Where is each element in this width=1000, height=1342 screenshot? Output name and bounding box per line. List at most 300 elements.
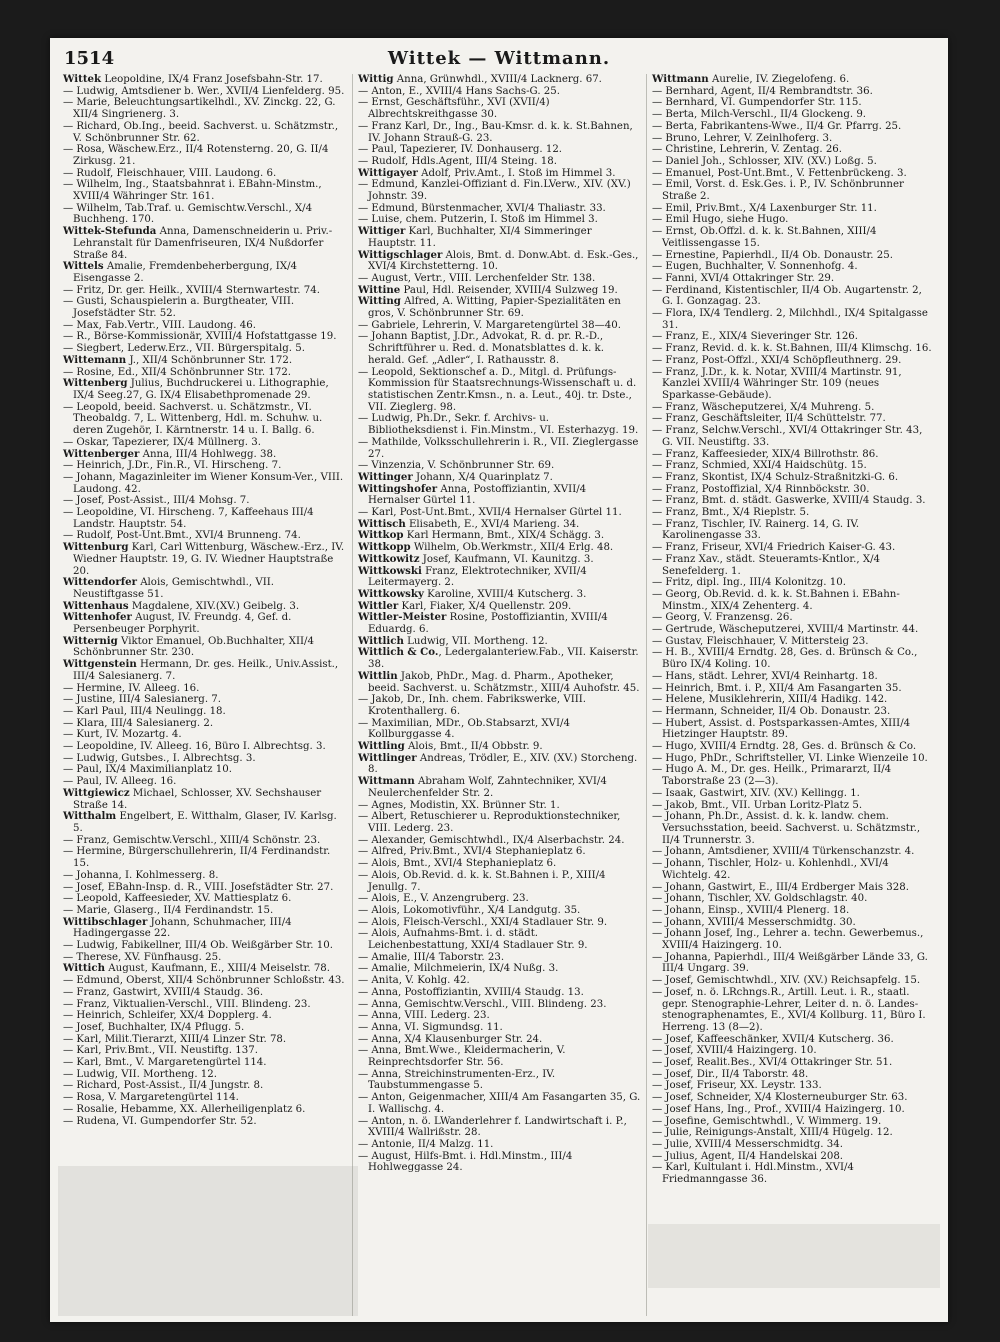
directory-entry	[63, 320, 347, 332]
entry-text: — Josef, XVIII/4 Haizingerg. 10.	[651, 1045, 817, 1057]
entry-text: — Franz Xav., städt. Steueramts-Kntlor., X/4 Senefelderg. 1.	[651, 553, 880, 577]
directory-entry	[358, 413, 641, 436]
entry-text: — Franz, Tischler, IV. Rainerg. 14, G. IV. Karolinengasse 33.	[651, 518, 860, 542]
entry-surname: Wittenberg	[63, 377, 128, 390]
directory-entry	[63, 1045, 347, 1057]
directory-entry	[358, 1069, 641, 1092]
entry-text: — Ludwig, Ph.Dr., Sekr. f. Archivs- u. Bibliotheksdienst i. Fin.Minstm., VI. Esterhazyg. 19.	[357, 413, 639, 437]
directory-entry	[63, 963, 347, 975]
directory-entry	[652, 1057, 935, 1069]
directory-entry	[652, 402, 935, 414]
directory-entry	[63, 999, 347, 1011]
entry-text: — Leopold, Kaffeesieder, XV. Mattiesplatz 6.	[63, 893, 292, 905]
entry-text: Johann, X/4 Quarinplatz 7.	[412, 471, 553, 483]
entry-text: — Gustav, Fleischhauer, V. Mittersteig 23.	[651, 635, 869, 647]
entry-text: Jakob, PhDr., Mag. d. Pharm., Apotheker, beeid. Sachverst. u. Schätzmstr., XIII/4 Auhofstr. 45.	[367, 670, 640, 694]
entry-text: Alois, Bmt., II/4 Obbstr. 9.	[404, 741, 543, 753]
entry-text: — Heinrich, Bmt. i. P., XII/4 Am Fasangarten 35.	[651, 682, 902, 694]
entry-text: J., XII/4 Schönbrunner Str. 172.	[126, 354, 293, 366]
entry-text: — Richard, Post-Assist., II/4 Jungstr. 8.	[63, 1080, 264, 1092]
entry-text: — Edmund, Kanzlei-Offiziant d. Fin.LVerw., XIV. (XV.) Johnstr. 39.	[357, 179, 631, 203]
directory-entry	[358, 1022, 641, 1034]
directory-entry	[63, 1092, 347, 1104]
directory-entry	[358, 484, 641, 507]
entry-text: — Johann, Ph.Dr., Assist. d. k. k. landw. chem. Versuchsstation, beeid. Sachverst. u. Schätzmstr., II/4 Trunnerstr. 3.	[651, 811, 921, 846]
directory-entry	[63, 987, 347, 999]
directory-entry	[63, 893, 347, 905]
entry-text: Michael, Schlosser, XV. Sechshauser Straße 14.	[73, 787, 322, 811]
entry-text: — Max, Fab.Vertr., VIII. Laudong. 46.	[63, 319, 256, 331]
directory-entry	[63, 1104, 347, 1116]
directory-entry	[63, 706, 347, 718]
entry-text: Magdalene, XIV.(XV.) Geibelg. 3.	[128, 600, 300, 612]
entry-text: Wilhelm, Ob.Werkmstr., XII/4 Erlg. 48.	[410, 542, 614, 554]
entry-text: — Jakob, Dr., Inh. chem. Fabrikswerke, VIII. Krotenthallerg. 6.	[357, 694, 587, 717]
entry-text: — Alois, Fleisch-Verschl., XXI/4 Stadlauer Str. 9.	[357, 916, 608, 928]
entry-surname: Wittendorfer	[63, 576, 137, 589]
entry-text: Karl Hermann, Bmt., XIX/4 Schägg. 3.	[403, 530, 605, 542]
entry-text: August, IV. Freundg. 4, Gef. d. Persenbeuger Porphyrit.	[73, 612, 292, 636]
entry-surname: Witternig	[63, 634, 118, 647]
directory-entry	[652, 647, 935, 670]
directory-entry	[358, 987, 641, 999]
directory-entry	[652, 203, 935, 215]
directory-entry	[63, 683, 347, 695]
entry-text: — Karl, Bmt., V. Margaretengürtel 114.	[63, 1057, 267, 1069]
entry-text: — Ludwig, Fabikellner, III/4 Ob. Weißgärber Str. 10.	[63, 940, 333, 952]
columns	[58, 74, 940, 1316]
entry-text: — Gusti, Schauspielerin a. Burgtheater, VIII. Josefstädter Str. 52.	[63, 296, 295, 320]
directory-entry	[63, 1069, 347, 1081]
directory-entry	[652, 706, 935, 718]
entry-text: — Leopoldine, IV. Alleeg. 16, Büro I. Albrechtsg. 3.	[63, 741, 326, 753]
directory-entry	[63, 1057, 347, 1069]
directory-entry	[652, 882, 935, 894]
entry-text: Karl, Buchhalter, XI/4 Simmeringer Hauptstr. 11.	[367, 226, 592, 249]
entry-text: Johann, Schuhmacher, III/4 Hadingergasse 22.	[73, 916, 292, 940]
entry-text: — Emil, Priv.Bmt., X/4 Laxenburger Str. 11.	[651, 202, 877, 214]
entry-text: — Kurt, IV. Mozartg. 4.	[63, 729, 182, 741]
directory-entry	[358, 776, 641, 799]
entry-text: — Johann Josef, Ing., Lehrer a. techn. Gewerbemus., XVIII/4 Haizingerg. 10.	[651, 928, 924, 952]
entry-text: — Georg, Ob.Revid. d. k. k. St.Bahnen i. EBahn-Minstm., XIX/4 Zehenterg. 4.	[651, 588, 900, 612]
entry-text: — Berta, Milch-Verschl., II/4 Glockeng. 9.	[651, 109, 867, 121]
directory-entry	[358, 917, 641, 929]
directory-entry	[652, 718, 935, 741]
entry-text: — Johann, Gastwirt, E., III/4 Erdberger Mais 328.	[651, 881, 909, 893]
entry-text: — Josef, EBahn-Insp. d. R., VIII. Josefstädter Str. 27.	[63, 881, 334, 893]
entry-text: — Ludwig, Amtsdiener b. Wer., XVII/4 Lienfelderg. 95.	[63, 85, 345, 97]
directory-entry	[63, 261, 347, 284]
directory-entry	[63, 472, 347, 495]
directory-entry	[358, 97, 641, 120]
entry-text: — Josef Hans, Ing., Prof., XVIII/4 Haizingerg. 10.	[651, 1103, 905, 1115]
entry-text: — Alois, Lokomotivführ., X/4 Landgutg. 35.	[357, 904, 581, 916]
directory-entry	[358, 437, 641, 460]
entry-text: — Marie, Beleuchtungsartikelhdl., XV. Zinckg. 22, G. XII/4 Singrienerg. 3.	[63, 97, 336, 121]
entry-surname: Wittler-Meister	[357, 611, 447, 624]
directory-entry	[358, 835, 641, 847]
directory-entry	[652, 519, 935, 542]
entry-text: — Jakob, Bmt., VII. Urban Loritz-Platz 5.	[651, 799, 863, 811]
entry-text: — Klara, III/4 Salesianerg. 2.	[63, 717, 214, 729]
directory-entry	[358, 893, 641, 905]
entry-surname: Wittenburg	[63, 541, 129, 554]
directory-entry	[358, 846, 641, 858]
entry-text: Josef, Kaufmann, VI. Kaunitzg. 3.	[419, 553, 594, 565]
entry-text: Karl, Fiaker, X/4 Quellenstr. 209.	[398, 600, 572, 612]
entry-text: Hermann, Dr. ges. Heilk., Univ.Assist., III/4 Salesianerg. 7.	[73, 659, 339, 682]
directory-entry	[63, 718, 347, 730]
entry-text: — Karl, Post-Unt.Bmt., XVII/4 Hernalser Gürtel 11.	[357, 507, 622, 519]
directory-entry	[358, 718, 641, 741]
entry-text: — Franz, Post-Offzl., XXI/4 Schöpfleuthnerg. 29.	[651, 354, 902, 366]
entry-text: — Fritz, dipl. Ing., III/4 Kolonitzg. 10.	[651, 577, 846, 589]
entry-text: — Leopoldine, VI. Hirscheng. 7, Kaffeehaus III/4 Landstr. Hauptstr. 54.	[63, 507, 314, 530]
entry-text: Rosine, Postoffiziantin, XVIII/4 Eduardg. 6.	[367, 612, 608, 636]
entry-text: Viktor Emanuel, Ob.Buchhalter, XII/4 Schönbrunner Str. 230.	[73, 635, 314, 659]
entry-surname: Wittek-Stefunda	[63, 225, 157, 238]
entry-text: — Hubert, Assist. d. Postsparkassen-Amtes, XIII/4 Hietzinger Hauptstr. 89.	[651, 717, 911, 741]
entry-text: — Johann, Amtsdiener, XVIII/4 Türkenschanzstr. 4.	[651, 846, 915, 858]
entry-surname: Wittenhaus	[63, 599, 129, 612]
entry-text: — Alois, E., V. Anzengruberg. 23.	[357, 893, 529, 905]
directory-entry	[358, 121, 641, 144]
directory-entry	[63, 694, 347, 706]
entry-text: — Anna, Postoffiziantin, XVIII/4 Staudg. 13.	[357, 986, 584, 998]
directory-entry	[63, 168, 347, 180]
entry-text: — Alexander, Gemischtwhdl., IX/4 Alserbachstr. 24.	[357, 834, 625, 846]
directory-entry	[358, 694, 641, 717]
entry-text: Andreas, Trödler, E., XIV. (XV.) Storcheng. 8.	[367, 752, 638, 776]
entry-surname: Wittlich & Co.	[357, 646, 439, 659]
entry-surname: Wittingshofer	[357, 482, 438, 495]
entry-text: — Hermann, Schneider, II/4 Ob. Donaustr. 23.	[651, 705, 891, 717]
entry-text: — Oskar, Tapezierer, IX/4 Müllnerg. 3.	[63, 436, 262, 448]
entry-surname: Wittling	[357, 740, 405, 753]
entry-text: — Rudolf, Fleischhauer, VIII. Laudong. 6.	[63, 167, 277, 179]
directory-entry	[652, 542, 935, 554]
entry-text: Aurelie, IV. Ziegelofeng. 6.	[708, 74, 850, 85]
directory-entry	[63, 577, 347, 600]
directory-entry	[358, 1034, 641, 1046]
entry-text: — Ludwig, Gutsbes., I. Albrechtsg. 3.	[63, 752, 256, 764]
entry-text: — Maximilian, MDr., Ob.Stabsarzt, XVI/4 Kollburggasse 4.	[357, 717, 570, 741]
entry-text: — Josef, Post-Assist., III/4 Mohsg. 7.	[63, 495, 250, 507]
directory-entry	[63, 811, 347, 834]
entry-surname: Wittibschlager	[63, 915, 148, 928]
entry-surname: Wittkowsky	[357, 587, 424, 600]
entry-text: — Heinrich, Schleifer, XX/4 Dopplerg. 4.	[63, 1010, 272, 1022]
entry-text: — Hugo, XVIII/4 Erndtg. 28, Ges. d. Brünsch & Co.	[651, 741, 917, 753]
directory-entry	[652, 1162, 935, 1185]
entry-text: — Justine, III/4 Salesianerg. 7.	[63, 694, 222, 706]
directory-entry	[652, 156, 935, 168]
entry-surname: Wittich	[63, 962, 106, 975]
entry-text: — Emanuel, Post-Unt.Bmt., V. Fettenbrückeng. 3.	[651, 167, 907, 179]
entry-text: — Franz Karl, Dr., Ing., Bau-Kmsr. d. k. k. St.Bahnen, IV. Johann Strauß-G. 23.	[357, 120, 633, 144]
entry-text: Abraham Wolf, Zahntechniker, XVI/4 Neulerchenfelder Str. 2.	[367, 776, 607, 799]
entry-text: — Franz, Revid. d. k. k. St.Bahnen, III/4 Klimschg. 16.	[651, 343, 932, 355]
entry-text: — Fanni, XVI/4 Ottakringer Str. 29.	[651, 272, 835, 284]
entry-text: — Karl, Priv.Bmt., VII. Neustiftg. 137.	[63, 1045, 258, 1057]
directory-entry	[652, 109, 935, 121]
directory-entry	[652, 273, 935, 285]
directory-entry	[652, 694, 935, 706]
entry-text: — Eugen, Buchhalter, V. Sonnenhofg. 4.	[651, 261, 858, 273]
entry-text: — Bernhard, Agent, II/4 Rembrandtstr. 36.	[651, 85, 873, 97]
entry-text: — Helene, Musiklehrerin, XIII/4 Hadikg. 142.	[651, 694, 888, 706]
entry-text: — Franz, Postoffizial, X/4 Rinnböckstr. 30.	[651, 483, 870, 495]
directory-entry	[358, 331, 641, 366]
directory-entry	[652, 1092, 935, 1104]
directory-entry	[63, 882, 347, 894]
directory-entry	[358, 566, 641, 589]
directory-entry	[63, 917, 347, 940]
directory-entry	[652, 928, 935, 951]
entry-text: — Karl Paul, III/4 Neulingg. 18.	[63, 705, 226, 717]
directory-entry	[63, 636, 347, 659]
entry-text: — Johann, Tischler, XV. Goldschlagstr. 40.	[651, 893, 868, 905]
entry-text: Anna, Postoffiziantin, XVII/4 Hernalser Gürtel 11.	[367, 483, 587, 507]
entry-text: — Karl, Kultulant i. Hdl.Minstm., XVI/4 Friedmanngasse 36.	[651, 1162, 854, 1186]
entry-text: — Gertrude, Wäscheputzerei, XVIII/4 Martinstr. 44.	[651, 624, 919, 636]
entry-text: — Rudena, VI. Gumpendorfer Str. 52.	[63, 1115, 257, 1127]
directory-entry	[652, 800, 935, 812]
directory-entry	[63, 203, 347, 226]
entry-text: — Johann, Magazinleiter im Wiener Konsum-Ver., VIII. Laudong. 42.	[63, 471, 344, 495]
entry-text: — Ernestine, Papierhdl., II/4 Ob. Donaustr. 25.	[651, 249, 893, 261]
entry-surname: Wittkowitz	[357, 552, 420, 565]
entry-text: — Alfred, Priv.Bmt., XVI/4 Stephanieplatz 6.	[357, 846, 586, 858]
directory-entry	[652, 624, 935, 636]
directory-entry	[358, 1092, 641, 1115]
entry-surname: Wittgiewicz	[63, 786, 130, 799]
entry-text: — Franz, E., XIX/4 Sieveringer Str. 126.	[651, 331, 859, 343]
entry-surname: Witthalm	[63, 810, 117, 823]
entry-surname: Wittgenstein	[63, 658, 137, 671]
directory-page	[50, 38, 948, 1322]
directory-entry	[358, 858, 641, 870]
directory-entry	[652, 331, 935, 343]
page-header	[62, 46, 936, 72]
entry-text: — Josef, Buchhalter, IX/4 Pflugg. 5.	[63, 1021, 245, 1033]
entry-text: — Richard, Ob.Ing., beeid. Sachverst. u. Schätzmstr., V. Schönbrunner Str. 62.	[63, 120, 339, 144]
entry-text: — Bruno, Lehrer, V. Zeinlhoferg. 3.	[651, 132, 833, 144]
entry-text: — Franz, J.Dr., k. k. Notar, XVIII/4 Martinstr. 91, Kanzlei XVIII/4 Währinger Str. 109 (neues Sparkasse-Gebäude).	[651, 366, 902, 401]
directory-entry	[652, 86, 935, 98]
directory-entry	[652, 121, 935, 133]
entry-text: — Gabriele, Lehrerin, V. Margaretengürtel 38—40.	[357, 319, 622, 331]
directory-entry	[63, 378, 347, 401]
entry-text: — Julius, Agent, II/4 Handelskai 208.	[651, 1150, 844, 1162]
entry-text: — Josef, Gemischtwhdl., XIV. (XV.) Reichsapfelg. 15.	[651, 975, 921, 987]
directory-entry	[652, 1139, 935, 1151]
entry-text: — Josef, n. ö. LRchngs.R., Artill. Leut. i. R., staatl. gepr. Stenographie-Lehrer, Leiter d. n. ö. Landes-stenographenamtes, E., XVI/4 Kollburg. 11, Büro I. Herreng. 13 (8—2).	[651, 986, 926, 1033]
entry-text: — Emil Hugo, siehe Hugo.	[651, 214, 789, 226]
entry-text: Franz, Elektrotechniker, XVII/4 Leitermayerg. 2.	[367, 565, 587, 589]
directory-entry	[63, 940, 347, 952]
entry-text: — Anna, Bmt.Wwe., Kleidermacherin, V. Reinprechtsdorfer Str. 56.	[357, 1045, 566, 1069]
directory-entry	[652, 168, 935, 180]
directory-entry	[358, 1139, 641, 1151]
directory-entry	[63, 1010, 347, 1022]
directory-entry	[358, 250, 641, 273]
entry-text: — Rosa, Wäschew.Erz., II/4 Rotensterng. 20, G. II/4 Zirkusg. 21.	[63, 144, 329, 167]
directory-entry	[652, 952, 935, 975]
directory-entry	[358, 296, 641, 319]
entry-text: — Rudolf, Post-Unt.Bmt., XVI/4 Brunneng. 74.	[63, 530, 301, 542]
entry-text: — Alois, Ob.Revid. d. k. k. St.Bahnen i. P., XIII/4 Jenullg. 7.	[357, 869, 606, 893]
entry-text: — Josef, Realit.Bes., XVI/4 Ottakringer Str. 51.	[651, 1057, 893, 1069]
entry-text: — Josef, Schneider, X/4 Klosterneuburger Str. 63.	[651, 1092, 908, 1104]
directory-entry	[358, 671, 641, 694]
entry-text: — Hermine, Bürgerschullehrerin, II/4 Ferdinandstr. 15.	[63, 846, 331, 870]
directory-entry	[652, 214, 935, 226]
directory-entry	[358, 74, 641, 86]
entry-text: — Rudolf, Hdls.Agent, III/4 Steing. 18.	[357, 155, 557, 167]
entry-text: Alois, Bmt. d. Donw.Abt. d. Esk.-Ges., XVI/4 Kirchstetterng. 10.	[367, 249, 639, 273]
directory-entry	[358, 905, 641, 917]
directory-entry	[652, 1045, 935, 1057]
directory-entry	[652, 554, 935, 577]
directory-entry	[63, 74, 347, 86]
directory-entry	[358, 999, 641, 1011]
entry-text: — Johann, Tischler, Holz- u. Kohlenhdl., XVI/4 Wichtelg. 42.	[651, 858, 889, 881]
directory-entry	[652, 261, 935, 273]
entry-surname: Wittenhofer	[63, 611, 132, 624]
entry-text: — Alois, Aufnahms-Bmt. i. d. städt. Leichenbestattung, XXI/4 Stadlauer Str. 9.	[357, 928, 588, 952]
directory-entry	[652, 250, 935, 262]
directory-entry	[652, 753, 935, 765]
entry-text: — Paul, IX/4 Maximilianplatz 10.	[63, 764, 232, 776]
entry-text: — Therese, XV. Fünfhausg. 25.	[63, 951, 222, 963]
directory-entry	[358, 589, 641, 601]
entry-text: — Isaak, Gastwirt, XIV. (XV.) Kellingg. 1.	[651, 787, 860, 799]
directory-entry	[358, 203, 641, 215]
entry-text: — Johann, Einsp., XVIII/4 Plenerg. 18.	[651, 904, 850, 916]
directory-entry	[652, 507, 935, 519]
entry-text: — Johanna, Papierhdl., III/4 Weißgärber Lände 33, G. III/4 Ungarg. 39.	[651, 951, 928, 975]
entry-text: — Ferdinand, Kistentischler, II/4 Ob. Augartenstr. 2, G. I. Gonzagag. 23.	[651, 284, 922, 308]
entry-surname: Wittmann	[357, 775, 415, 788]
directory-entry	[652, 355, 935, 367]
entry-text: — Rosa, V. Margaretengürtel 114.	[63, 1092, 239, 1104]
directory-entry	[63, 97, 347, 120]
directory-entry	[652, 764, 935, 787]
entry-text: — Anna, VI. Sigmundsg. 11.	[357, 1021, 503, 1033]
entry-surname: Wittiger	[357, 225, 406, 238]
directory-entry	[63, 952, 347, 964]
directory-entry	[358, 647, 641, 670]
directory-entry	[358, 800, 641, 812]
directory-entry	[63, 835, 347, 847]
entry-text: , Ledergalanteriew.Fab., VII. Kaiserstr. 38.	[367, 647, 639, 671]
directory-entry	[652, 1034, 935, 1046]
entry-text: Amalie, Fremdenbeherbergung, IX/4 Eisengasse 2.	[73, 261, 297, 284]
directory-entry	[358, 179, 641, 202]
directory-entry	[63, 296, 347, 319]
entry-text: — Anton, E., XVIII/4 Hans Sachs-G. 25.	[357, 85, 561, 97]
entry-text: — Luise, chem. Putzerin, I. Stoß im Himmel 3.	[357, 214, 598, 226]
column-3	[646, 74, 940, 1316]
entry-text: — H. B., XVIII/4 Erndtg. 28, Ges. d. Brünsch & Co., Büro IX/4 Koling. 10.	[651, 647, 918, 671]
directory-entry	[63, 788, 347, 811]
entry-text: — Hugo, PhDr., Schriftsteller, VI. Linke Wienzeile 10.	[651, 752, 928, 764]
directory-entry	[652, 589, 935, 612]
directory-entry	[652, 144, 935, 156]
directory-entry	[63, 846, 347, 869]
directory-entry	[652, 425, 935, 448]
directory-entry	[358, 928, 641, 951]
directory-entry	[358, 86, 641, 98]
entry-surname: Wittler	[357, 599, 399, 612]
entry-text: — Hermine, IV. Alleeg. 16.	[63, 682, 200, 694]
directory-entry	[358, 1010, 641, 1022]
directory-entry	[652, 858, 935, 881]
directory-entry	[63, 612, 347, 635]
directory-entry	[358, 1151, 641, 1174]
directory-entry	[358, 963, 641, 975]
entry-text: Alois, Gemischtwhdl., VII. Neustiftgasse 51.	[73, 577, 274, 600]
directory-entry	[63, 507, 347, 530]
entry-surname: Wittkop	[357, 529, 404, 542]
entry-text: — Josef, Kaffeeschänker, XVII/4 Kutscherg. 36.	[651, 1033, 894, 1045]
directory-entry	[63, 121, 347, 144]
entry-text: — Christine, Lehrerin, V. Zentag. 26.	[651, 144, 843, 156]
directory-entry	[652, 495, 935, 507]
directory-entry	[652, 367, 935, 402]
entry-text: — Antonie, II/4 Malzg. 11.	[357, 1138, 494, 1150]
entry-surname: Wittlin	[357, 669, 398, 682]
entry-text: — Hugo A. M., Dr. ges. Heilk., Primararzt, II/4 Taborstraße 23 (2—3).	[651, 764, 892, 788]
directory-entry	[652, 893, 935, 905]
directory-entry	[63, 659, 347, 682]
directory-entry	[652, 449, 935, 461]
entry-text: — Edmund, Oberst, XII/4 Schönbrunner Schloßstr. 43.	[63, 975, 345, 987]
entry-surname: Wittkopp	[357, 541, 411, 554]
entry-text: — Franz, Friseur, XVI/4 Friedrich Kaiser-G. 43.	[651, 542, 896, 554]
directory-entry	[652, 343, 935, 355]
directory-entry	[63, 495, 347, 507]
entry-text: — Anton, n. ö. LWanderlehrer f. Landwirtschaft i. P., XVIII/4 Wallrißstr. 28.	[357, 1115, 627, 1139]
directory-entry	[358, 144, 641, 156]
entry-text: — Hans, städt. Lehrer, XVI/4 Reinhartg. 18.	[651, 670, 878, 682]
entry-text: — Franz, Gastwirt, XVIII/4 Staudg. 36.	[63, 986, 264, 998]
entry-text: — Josefine, Gemischtwhdl., V. Wimmerg. 19.	[651, 1115, 882, 1127]
entry-text: Alfred, A. Witting, Papier-Spezialitäten en gros, V. Schönbrunner Str. 69.	[367, 296, 621, 320]
entry-text: — Leopold, beeid. Sachverst. u. Schätzmstr., VI. Theobaldg. 7, L. Wittenberg, Hdl. m. Schuhw. u. deren Zugehör, I. Kärntnerstr. 14 u. I. Ballg. 6.	[63, 401, 323, 437]
directory-entry	[358, 870, 641, 893]
entry-text: — Daniel Joh., Schlosser, XIV. (XV.) Loßg. 5.	[651, 155, 877, 167]
entry-text: — Marie, Glaserg., II/4 Ferdinandstr. 15.	[63, 904, 274, 916]
entry-text: Karoline, XVIII/4 Kutscherg. 3.	[423, 588, 587, 600]
entry-text: — Ludwig, VII. Mortheng. 12.	[63, 1068, 218, 1080]
entry-text: — Fritz, Dr. ger. Heilk., XVIII/4 Sternwartestr. 74.	[63, 284, 320, 296]
directory-entry	[652, 484, 935, 496]
entry-text: Elisabeth, E., XVI/4 Marieng. 34.	[405, 518, 580, 530]
directory-entry	[63, 542, 347, 577]
directory-entry	[652, 308, 935, 331]
entry-text: — Albert, Retuschierer u. Reproduktionstechniker, VIII. Lederg. 23.	[357, 811, 621, 834]
entry-surname: Wittkowski	[357, 564, 422, 577]
entry-text: — Julie, Reinigungs-Anstalt, XIII/4 Hügelg. 12.	[651, 1127, 893, 1139]
directory-entry	[358, 753, 641, 776]
directory-entry	[652, 1151, 935, 1163]
entry-text: — Johanna, I. Kohlmesserg. 8.	[63, 869, 219, 881]
directory-entry	[63, 764, 347, 776]
entry-text: — Franz, Bmt., X/4 Rieplstr. 5.	[651, 507, 810, 519]
